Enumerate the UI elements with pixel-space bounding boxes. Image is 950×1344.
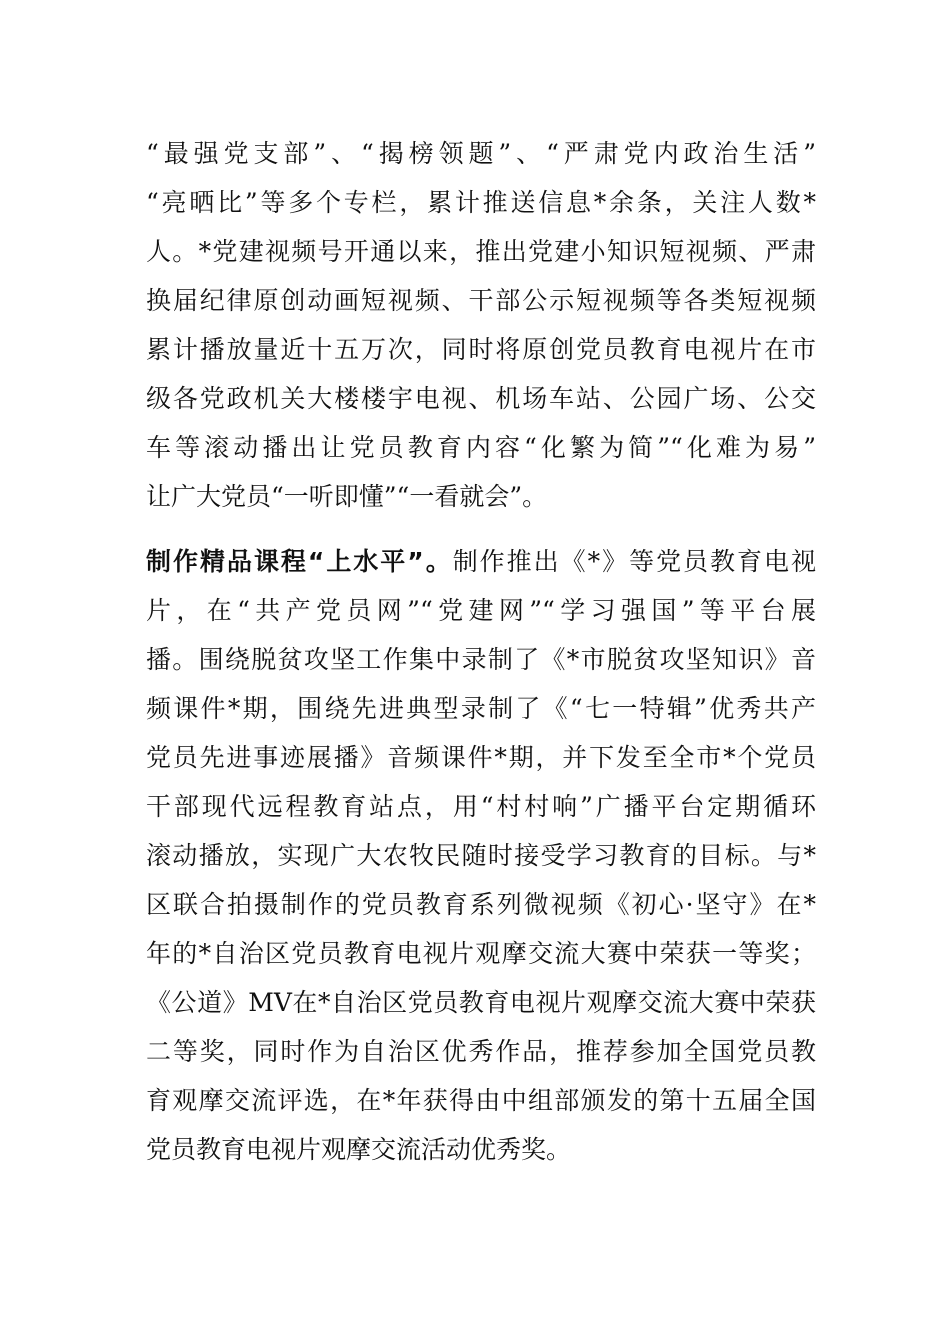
paragraph-line: 育观摩交流评选，在*年获得由中组部颁发的第十五届全国: [146, 1086, 816, 1115]
paragraph-line: 换届纪律原创动画短视频、干部公示短视频等各类短视频: [146, 286, 816, 315]
paragraph-line: 播。围绕脱贫攻坚工作集中录制了《*市脱贫攻坚知识》音: [146, 645, 816, 674]
paragraph-line: 党员教育电视片观摩交流活动优秀奖。: [146, 1135, 572, 1164]
paragraph-line: 区联合拍摄制作的党员教育系列微视频《初心·坚守》在*: [146, 890, 816, 919]
paragraph-line: 《公道》MV在*自治区党员教育电视片观摩交流大赛中荣获: [146, 988, 816, 1017]
paragraph-line: 干部现代远程教育站点，用“村村响”广播平台定期循环: [146, 792, 816, 821]
paragraph-line: 滚动播放，实现广大农牧民随时接受学习教育的目标。与*: [146, 841, 816, 870]
paragraph-line: 片，在“共产党员网”“党建网”“学习强国”等平台展: [146, 596, 816, 625]
paragraph-line: 二等奖，同时作为自治区优秀作品，推荐参加全国党员教: [146, 1037, 816, 1066]
paragraph-line: 车等滚动播出让党员教育内容“化繁为简”“化难为易”: [146, 433, 816, 462]
paragraph-first-line: [146, 537, 816, 586]
paragraph-line: “最强党支部”、“揭榜领题”、“严肃党内政治生活”: [146, 139, 816, 168]
paragraph-line: 频课件*期，围绕先进典型录制了《“七一特辑”优秀共产: [146, 694, 816, 723]
paragraph-line: 级各党政机关大楼楼宇电视、机场车站、公园广场、公交: [146, 384, 816, 413]
paragraph-line: 年的*自治区党员教育电视片观摩交流大赛中荣获一等奖；: [146, 939, 816, 968]
section-heading: 制作精品课程“上水平”。: [146, 547, 453, 576]
paragraph-line: 让广大党员“一听即懂”“一看就会”。: [146, 482, 548, 511]
paragraph-line: “亮晒比”等多个专栏，累计推送信息*余条，关注人数*: [146, 188, 816, 217]
paragraph-line: 党员先进事迹展播》音频课件*期，并下发至全市*个党员: [146, 743, 816, 772]
paragraph-line: 人。*党建视频号开通以来，推出党建小知识短视频、严肃: [146, 237, 816, 266]
paragraph-line: 累计播放量近十五万次，同时将原创党员教育电视片在市: [146, 335, 816, 364]
paragraph-text: 制作推出《*》等党员教育电视: [452, 547, 816, 576]
